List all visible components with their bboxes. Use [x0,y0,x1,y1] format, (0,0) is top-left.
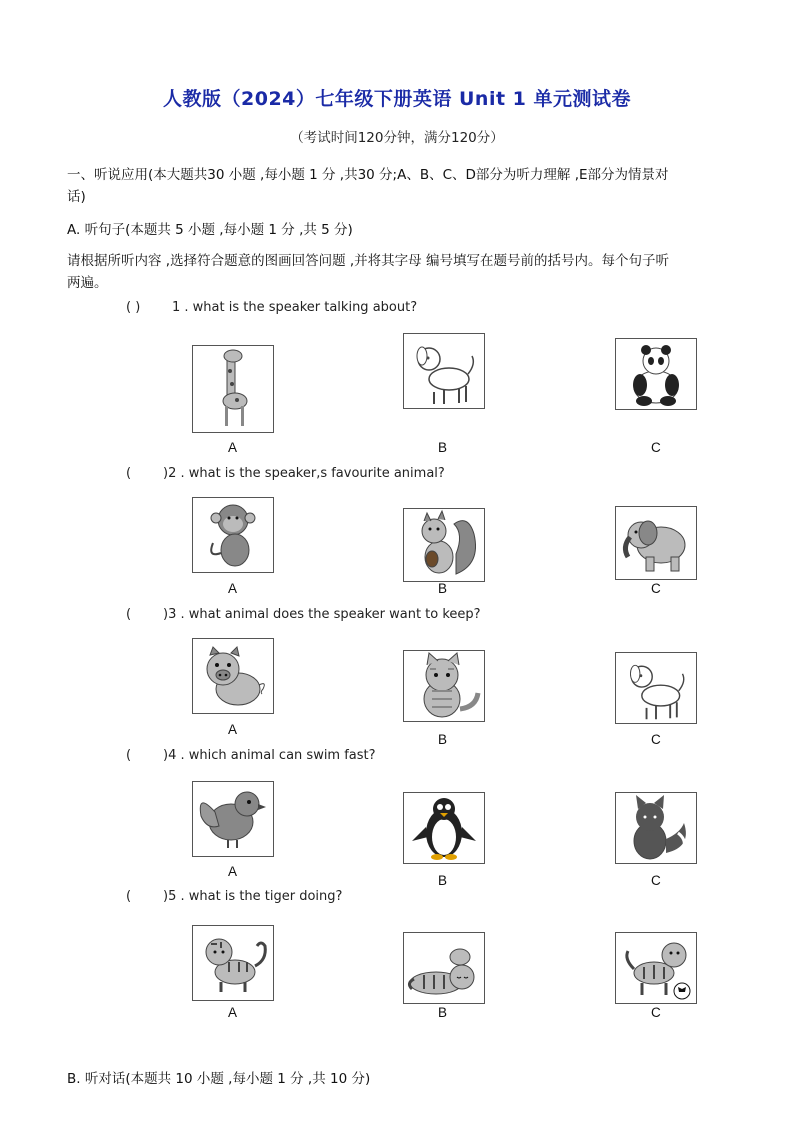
option-label: A [228,581,238,596]
option-label: B [438,440,448,455]
dog-icon [615,652,697,724]
option-label: C [651,732,661,747]
question-text: )5 . what is the tiger doing? [163,889,343,904]
elephant-icon [615,506,697,580]
option-label: C [651,873,661,888]
option-label: A [228,440,238,455]
fox-icon [615,792,697,864]
tiger-playing-icon [615,932,697,1004]
monkey-icon [192,497,274,573]
pig-icon [192,638,274,714]
option-label: B [438,732,448,747]
option-label: C [651,440,661,455]
question-text: )2 . what is the speaker,s favourite animal? [163,466,445,481]
option-label: B [438,873,448,888]
tiger-walking-icon [192,925,274,1001]
giraffe-icon [192,345,274,433]
question-text: )4 . which animal can swim fast? [163,748,376,763]
answer-bracket[interactable]: ( [126,466,132,481]
penguin-icon [403,792,485,864]
option-label: C [651,581,661,596]
option-label: A [228,864,238,879]
question-text: )3 . what animal does the speaker want to keep? [163,607,481,622]
answer-bracket[interactable]: ( [126,748,132,763]
question-text: 1 . what is the speaker talking about? [172,300,418,315]
part-b-heading: B. 听对话(本题共 10 小题 ,每小题 1 分 ,共 10 分) [67,1071,371,1087]
answer-bracket[interactable]: ( [126,607,132,622]
option-label: B [438,581,448,596]
bird-icon [192,781,274,857]
cat-icon [403,650,485,722]
option-label: A [228,722,238,737]
option-label: C [651,1005,661,1020]
answer-bracket[interactable]: ( ) [126,300,141,315]
part-a-instructions: 请根据所听内容 ,选择符合题意的图画回答问题 ,并将其字母 编号填写在题号前的括号内。每个句子听两遍。 [67,253,669,291]
option-label: A [228,1005,238,1020]
exam-info: （考试时间120分钟，满分120分） [290,130,504,146]
squirrel-icon [403,508,485,582]
part-a-heading: A. 听句子(本题共 5 小题 ,每小题 1 分 ,共 5 分) [67,222,353,238]
answer-bracket[interactable]: ( [126,889,132,904]
section-heading: 一、听说应用(本大题共30 小题 ,每小题 1 分 ,共30 分;A、B、C、D部分为听力理解 ,E部分为情景对话) [67,167,669,205]
dog-icon [403,333,485,409]
option-label: B [438,1005,448,1020]
page-title: 人教版（2024）七年级下册英语 Unit 1 单元测试卷 [163,88,631,110]
tiger-sleeping-icon [403,932,485,1004]
panda-icon [615,338,697,410]
